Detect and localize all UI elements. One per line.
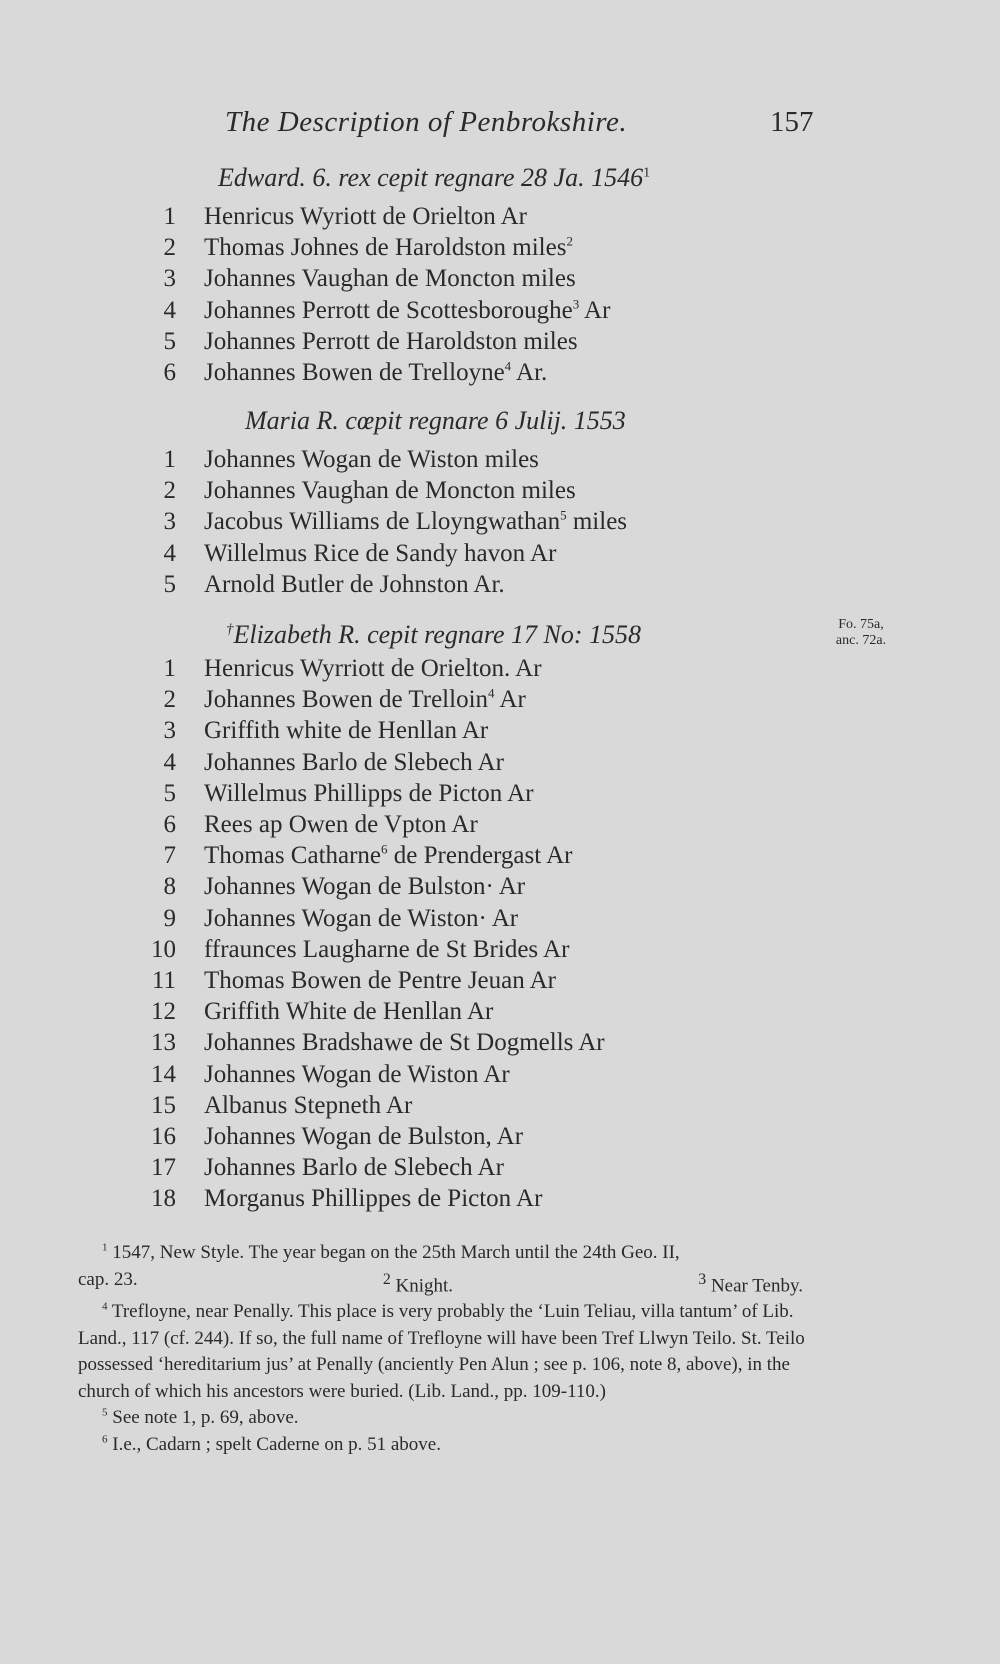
list-entry bbox=[0, 811, 760, 842]
entry-number: 7 bbox=[163, 842, 176, 870]
footnote-1: $^1$ 1547, New Style. The year began on the 25th March until the 24th Geo. II, bbox=[102, 1241, 680, 1263]
entry-name: Johannes Vaughan de Moncton miles bbox=[204, 477, 576, 505]
entry-name: Johannes Barlo de Slebech Ar bbox=[204, 748, 504, 776]
entry-name: Johannes Bowen de Trelloyne bbox=[204, 359, 505, 386]
entry-number: 2 bbox=[163, 234, 176, 262]
entry-number: 16 bbox=[151, 1123, 176, 1150]
entry-text bbox=[204, 297, 610, 325]
list-entry bbox=[0, 1154, 760, 1185]
list-entry bbox=[0, 998, 760, 1029]
entry-name: Johannes Wogan de Bulston· Ar bbox=[204, 873, 526, 901]
list-entry bbox=[0, 203, 760, 234]
margin-note-folio: Fo. 75a, anc. 72a. bbox=[835, 617, 887, 648]
entry-text bbox=[204, 655, 542, 683]
list-entry bbox=[0, 780, 760, 811]
footnote-3: $^3$ Near Tenby. bbox=[698, 1270, 803, 1296]
list-entry bbox=[0, 686, 760, 717]
entry-number: 4 bbox=[163, 748, 176, 776]
entry-name: Rees ap Owen de Vpton Ar bbox=[204, 811, 478, 838]
entry-number: 5 bbox=[163, 570, 176, 598]
footnote-ref: 4 bbox=[504, 358, 512, 374]
entry-name: Johannes Wogan de Wiston· Ar bbox=[204, 904, 519, 932]
footnote-ref: 2 bbox=[566, 233, 573, 249]
entry-text bbox=[204, 203, 527, 231]
entry-text bbox=[204, 905, 518, 933]
entry-name: Thomas Bowen de Pentre Jeuan Ar bbox=[204, 967, 557, 994]
entry-number: 2 bbox=[163, 477, 176, 505]
entry-text bbox=[204, 1154, 504, 1182]
entry-name: Thomas Johnes de Haroldston miles bbox=[204, 234, 567, 262]
entry-name: Johannes Perrott de Haroldston miles bbox=[204, 327, 578, 355]
entry-name: Johannes Wogan de Bulston, Ar bbox=[204, 1123, 524, 1150]
list-entry bbox=[0, 1061, 760, 1092]
entry-number: 6 bbox=[163, 359, 176, 386]
entry-number: 11 bbox=[151, 967, 176, 994]
entry-text bbox=[204, 686, 526, 714]
entry-number: 10 bbox=[151, 935, 176, 963]
list-entry bbox=[0, 540, 760, 571]
entry-suffix: Ar. bbox=[511, 359, 548, 386]
footnote-ref: 3 bbox=[572, 296, 580, 312]
entry-text bbox=[204, 477, 576, 505]
entry-text bbox=[204, 1185, 542, 1213]
entry-number: 4 bbox=[163, 296, 176, 324]
entry-text bbox=[204, 1029, 605, 1057]
section-heading-edward: Edward. 6. rex cepit regnare 28 Ja. 1546$^1$ bbox=[218, 163, 651, 192]
entry-name: Johannes Barlo de Slebech Ar bbox=[204, 1154, 504, 1182]
list-entry bbox=[0, 936, 760, 967]
entry-name: Johannes Wogan de Wiston Ar bbox=[204, 1060, 510, 1088]
entry-text bbox=[204, 998, 493, 1026]
entry-number: 12 bbox=[151, 998, 176, 1026]
list-entry bbox=[0, 842, 760, 873]
list-entry bbox=[0, 477, 760, 508]
entry-name: Willelmus Rice de Sandy havon Ar bbox=[204, 539, 557, 567]
entry-name: Jacobus Williams de Lloyngwathan bbox=[204, 508, 561, 536]
entry-number: 3 bbox=[163, 265, 176, 293]
entry-name: ffraunces Laugharne de St Brides Ar bbox=[204, 935, 570, 963]
entry-name: Griffith White de Henllan Ar bbox=[204, 998, 494, 1026]
entry-number: 2 bbox=[163, 686, 176, 714]
entry-text bbox=[204, 780, 534, 808]
entry-name: Henricus Wyrriott de Orielton. Ar bbox=[204, 655, 542, 682]
dagger-mark: † bbox=[226, 621, 234, 638]
footnote-ref: 6 bbox=[381, 841, 388, 857]
entry-name: Thomas Catharne bbox=[204, 842, 382, 870]
entry-text bbox=[204, 749, 504, 777]
entry-number: 1 bbox=[163, 203, 176, 230]
list-entry bbox=[0, 265, 760, 296]
entry-number: 15 bbox=[151, 1091, 176, 1119]
entry-text bbox=[204, 571, 505, 599]
footnote-4: $^4$ Trefloyne, near Penally. This place is very probably the ‘Luin Teliau, villa tantum’ of Lib. Land., 117 (cf. 244). If so, the full name of Trefloyne will have been Tref Llwyn Teilo. St. Teilo possessed ‘hereditarium jus’ at Penally (anciently Pen Alun ; see p. 106, note 8, above), in the church of which his ancestors were buried. (Lib. Land., pp. 109-110.) bbox=[78, 1301, 805, 1402]
footnote-ref: 4 bbox=[488, 685, 495, 701]
list-entry bbox=[0, 1092, 760, 1123]
entry-text bbox=[204, 265, 576, 293]
entry-name: Willelmus Phillipps de Picton Ar bbox=[204, 779, 534, 807]
entry-number: 3 bbox=[163, 508, 176, 536]
entry-text bbox=[204, 1061, 510, 1089]
list-entry bbox=[0, 359, 760, 390]
list-entry bbox=[0, 905, 760, 936]
entry-number: 6 bbox=[163, 811, 176, 838]
entry-text bbox=[204, 234, 573, 262]
entry-number: 14 bbox=[151, 1060, 176, 1088]
list-entry bbox=[0, 1185, 760, 1216]
entry-text bbox=[204, 873, 525, 901]
entry-name: Griffith white de Henllan Ar bbox=[204, 717, 489, 745]
entry-number: 8 bbox=[163, 873, 176, 901]
entry-number: 13 bbox=[151, 1029, 176, 1057]
entry-text bbox=[204, 1092, 412, 1120]
entry-name: Johannes Perrott de Scottesboroughe bbox=[204, 296, 573, 324]
list-entry bbox=[0, 717, 760, 748]
entry-suffix: miles bbox=[566, 508, 628, 536]
entry-name: Henricus Wyriott de Orielton Ar bbox=[204, 203, 527, 230]
footnote-ref: 5 bbox=[560, 508, 567, 524]
section-heading-elizabeth: †Elizabeth R. cepit regnare 17 No: 1558 bbox=[226, 620, 642, 649]
entry-number: 17 bbox=[151, 1154, 176, 1182]
entry-text bbox=[204, 811, 478, 839]
list-entry bbox=[0, 1029, 760, 1060]
list-entry bbox=[0, 446, 760, 477]
entry-suffix: de Prendergast Ar bbox=[387, 842, 573, 870]
entry-name: Johannes Vaughan de Moncton miles bbox=[204, 265, 576, 293]
list-entry bbox=[0, 967, 760, 998]
entry-name: Johannes Bowen de Trelloin bbox=[204, 686, 489, 714]
entry-name: Johannes Bradshawe de St Dogmells Ar bbox=[204, 1029, 605, 1057]
entry-name: Morganus Phillippes de Picton Ar bbox=[204, 1185, 543, 1213]
list-entry bbox=[0, 297, 760, 328]
entry-text bbox=[204, 328, 578, 356]
entry-text bbox=[204, 717, 488, 745]
list-entry bbox=[0, 234, 760, 265]
list-entry bbox=[0, 655, 760, 686]
entry-text bbox=[204, 359, 547, 387]
entry-name: Albanus Stepneth Ar bbox=[204, 1091, 413, 1119]
page-number: 157 bbox=[770, 106, 814, 138]
footnote-5: $^5$ See note 1, p. 69, above. bbox=[102, 1407, 299, 1429]
footnote-row-1-2-3: cap. 23. $^2$ Knight. $^3$ Near Tenby. bbox=[78, 1267, 823, 1300]
entry-number: 1 bbox=[163, 446, 176, 473]
entry-text bbox=[204, 446, 539, 474]
entry-text bbox=[204, 1123, 523, 1151]
footnotes bbox=[78, 1240, 823, 1458]
list-entry bbox=[0, 873, 760, 904]
section-heading-maria: Maria R. cœpit regnare 6 Julij. 1553 bbox=[245, 406, 626, 435]
entry-text bbox=[204, 936, 569, 964]
entry-text bbox=[204, 540, 556, 568]
entry-text bbox=[204, 842, 572, 870]
entry-name: Johannes Wogan de Wiston miles bbox=[204, 446, 539, 473]
footnote-2: $^2$ Knight. bbox=[382, 1270, 454, 1296]
entry-text bbox=[204, 508, 627, 536]
footnote-6: $^6$ I.e., Cadarn ; spelt Caderne on p. 51 above. bbox=[102, 1433, 441, 1455]
entry-number: 18 bbox=[151, 1185, 176, 1213]
list-entry bbox=[0, 328, 760, 359]
entry-number: 5 bbox=[163, 327, 176, 355]
entry-name: Arnold Butler de Johnston Ar. bbox=[204, 570, 505, 598]
list-entry bbox=[0, 571, 760, 602]
entry-number: 3 bbox=[163, 717, 176, 745]
entry-number: 5 bbox=[163, 779, 176, 807]
list-entry bbox=[0, 749, 760, 780]
entry-suffix: Ar bbox=[494, 686, 526, 714]
list-entry bbox=[0, 508, 760, 539]
entry-number: 9 bbox=[163, 904, 176, 932]
entry-number: 4 bbox=[163, 539, 176, 567]
running-head: The Description of Penbrokshire. bbox=[225, 106, 628, 138]
entry-text bbox=[204, 967, 556, 995]
entry-number: 1 bbox=[163, 655, 176, 682]
list-entry bbox=[0, 1123, 760, 1154]
entry-suffix: Ar bbox=[579, 296, 611, 324]
